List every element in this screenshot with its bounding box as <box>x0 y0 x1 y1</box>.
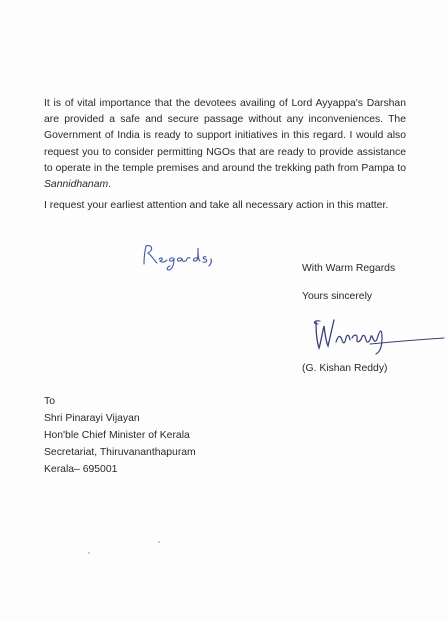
sannidhanam-italic: Sannidhanam <box>44 179 109 191</box>
scan-speck <box>158 541 160 543</box>
signature <box>310 312 446 358</box>
body-paragraph-1 <box>44 96 406 193</box>
signatory-name: (G. Kishan Reddy) <box>302 363 388 374</box>
recipient-name: Shri Pinarayi Vijayan <box>44 413 140 424</box>
recipient-postal: Kerala– 695001 <box>44 464 118 475</box>
body-paragraph-2: I request your earliest attention and take all necessary action in this matter. <box>44 200 389 211</box>
closing-warm-regards: With Warm Regards <box>302 263 396 274</box>
body-paragraph-1-text: It is of vital importance that the devotees availing of Lord Ayyappa's Darshan are provided a safe and secure passage without any inconveniences. The Government of India is ready to support initiatives in this regard. I would also request you to consider permitting NGOs that are ready to provide assistance to operate in the temple premises and around the trekking path from Pampa to <box>44 98 406 174</box>
handwritten-regards <box>140 242 220 274</box>
recipient-office: Secretariat, Thiruvananthapuram <box>44 447 196 458</box>
body-paragraph-1-end: . <box>108 179 112 191</box>
recipient-to: To <box>44 396 55 407</box>
closing-yours-sincerely: Yours sincerely <box>302 291 373 302</box>
recipient-title: Hon'ble Chief Minister of Kerala <box>44 430 190 441</box>
scan-speck <box>88 552 90 554</box>
